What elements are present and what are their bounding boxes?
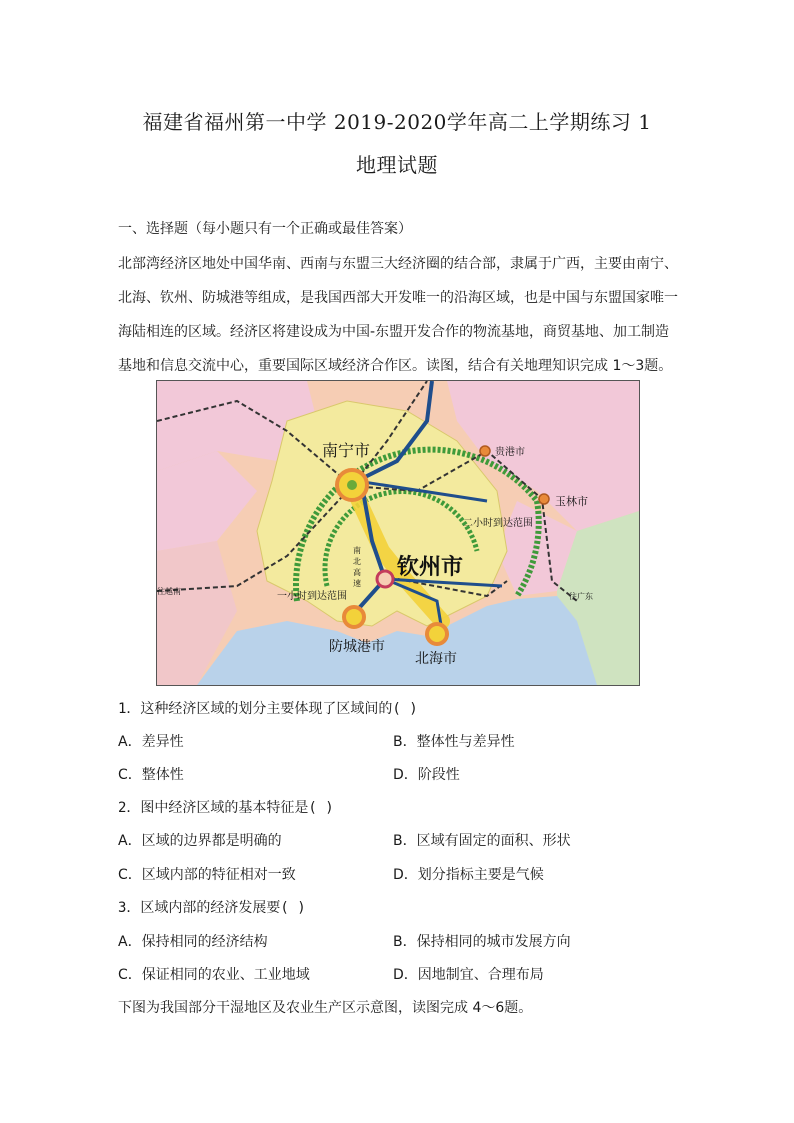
q3-option-c: C．保证相同的农业、工业地域 [118, 967, 310, 983]
q2-option-d: D．划分指标主要是气候 [393, 867, 544, 883]
nanning-city-center [347, 480, 357, 490]
intro-line: 海陆相连的区域。经济区将建设成为中国-东盟开发合作的物流基地，商贸基地、加工制造 [118, 324, 670, 340]
question-1-stem: 1．这种经济区域的划分主要体现了区域间的( ) [118, 701, 418, 717]
q1-option-d: D．阶段性 [393, 767, 460, 783]
label-to-vietnam: 往越南 [157, 587, 181, 596]
guigang-city-icon [480, 446, 490, 456]
label-yulin: 玉林市 [555, 495, 588, 508]
label-fangchenggang: 防城港市 [329, 639, 385, 655]
q2-option-b: B．区域有固定的面积、形状 [393, 833, 571, 849]
fangchenggang-city-icon [344, 607, 364, 627]
intro-line: 北部湾经济区地处中国华南、西南与东盟三大经济圈的结合部，隶属于广西，主要由南宁、 [118, 256, 678, 272]
label-expressway-3: 高 [353, 568, 361, 577]
q3-option-d: D．因地制宜、合理布局 [393, 967, 544, 983]
beibu-gulf-map [156, 380, 640, 686]
label-nanning: 南宁市 [322, 441, 371, 460]
section-heading: 一、选择题（每小题只有一个正确或最佳答案） [118, 221, 412, 237]
beihai-city-icon [427, 624, 447, 644]
label-expressway-1: 南 [353, 546, 361, 555]
q1-option-a: A．差异性 [118, 734, 184, 750]
label-expressway-2: 北 [353, 557, 361, 566]
q1-option-c: C．整体性 [118, 767, 184, 783]
question-2-stem: 2．图中经济区域的基本特征是( ) [118, 800, 334, 816]
qinzhou-city-icon [377, 571, 393, 587]
label-beihai: 北海市 [415, 651, 457, 667]
label-to-guangdong: 往广东 [569, 592, 593, 601]
q3-option-b: B．保持相同的城市发展方向 [393, 934, 571, 950]
label-two-hour: 二小时到达范围 [463, 518, 533, 529]
label-qinzhou: 钦州市 [397, 555, 464, 580]
q1-option-b: B．整体性与差异性 [393, 734, 515, 750]
label-guigang: 贵港市 [495, 447, 525, 458]
intro-line: 北海、钦州、防城港等组成，是我国西部大开发唯一的沿海区域，也是中国与东盟国家唯一 [118, 290, 678, 306]
q3-option-a: A．保持相同的经济结构 [118, 934, 268, 950]
closing-instruction: 下图为我国部分干湿地区及农业生产区示意图，读图完成 4～6题。 [118, 1000, 533, 1016]
label-expressway-4: 速 [353, 579, 361, 588]
document-subtitle: 地理试题 [356, 153, 438, 177]
q2-option-a: A．区域的边界都是明确的 [118, 833, 282, 849]
intro-line: 基地和信息交流中心，重要国际区域经济合作区。读图，结合有关地理知识完成 1～3题。 [118, 358, 673, 374]
question-3-stem: 3．区域内部的经济发展要( ) [118, 900, 306, 916]
yulin-city-icon [539, 494, 549, 504]
label-one-hour: 一小时到达范围 [277, 591, 347, 602]
document-title: 福建省福州第一中学 2019-2020学年高二上学期练习 1 [142, 110, 652, 134]
q2-option-c: C．区域内部的特征相对一致 [118, 867, 296, 883]
